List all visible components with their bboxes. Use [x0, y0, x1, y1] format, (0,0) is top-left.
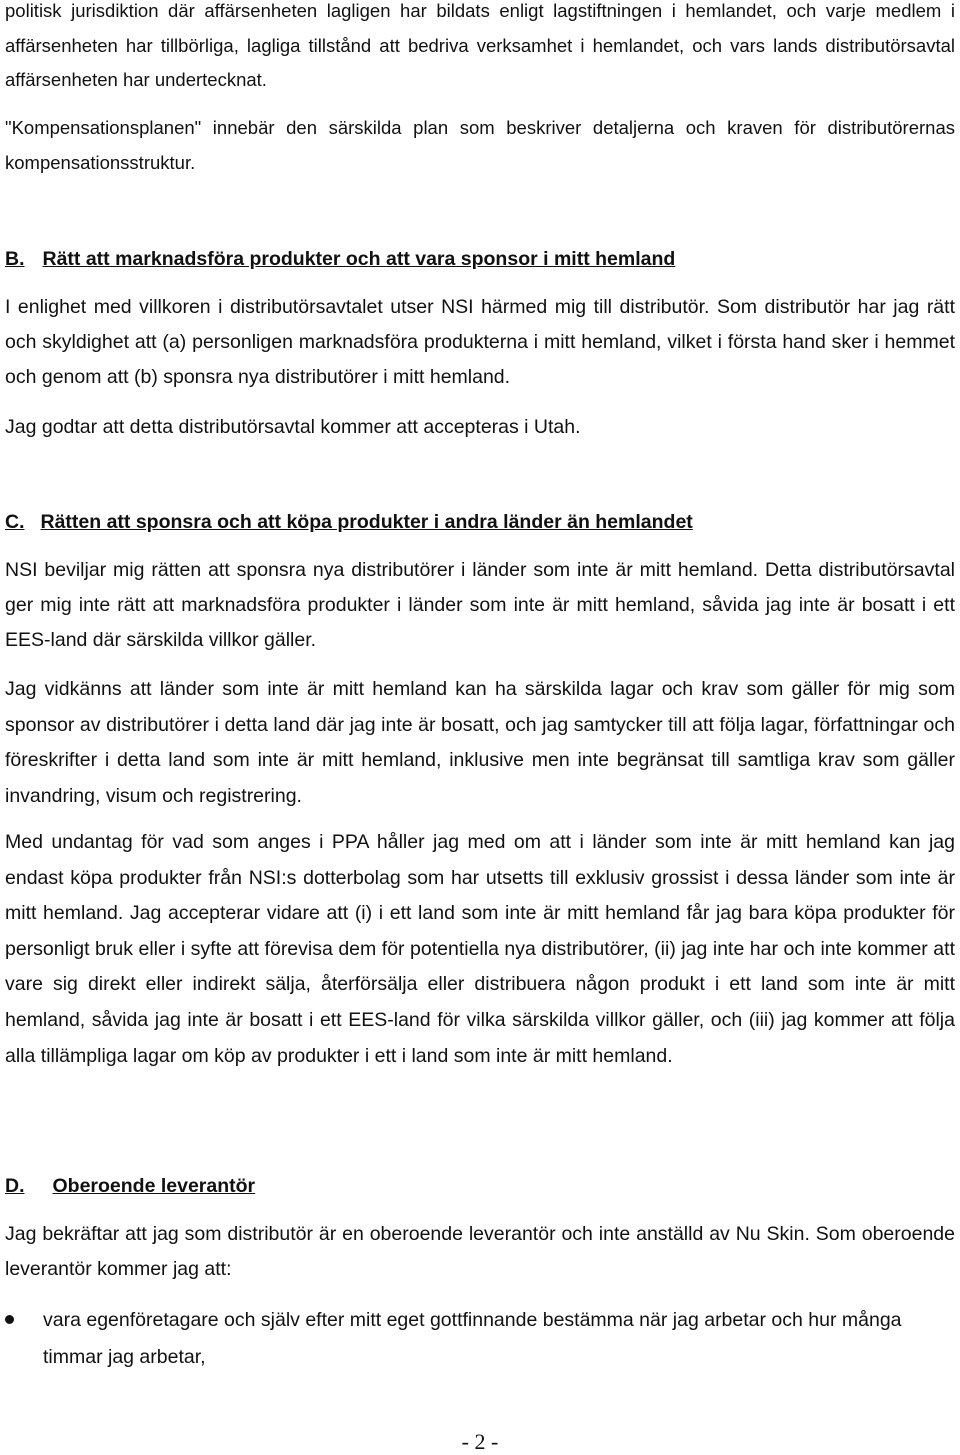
- section-c-heading: [5, 510, 955, 534]
- section-b-title: Rätt att marknadsföra produkter och att vara sponsor i mitt hemland: [42, 248, 676, 270]
- section-b-paragraph-2: Jag godtar att detta distributörsavtal kommer att accepteras i Utah.: [5, 416, 581, 438]
- section-c-title: Rätten att sponsra och att köpa produkter i andra länder än hemlandet: [40, 511, 693, 533]
- section-c-paragraph-3: Med undantag för vad som anges i PPA håller jag med om att i länder som inte är mitt hemland kan jag endast köpa produkter från NSI:s dotterbolag som har utsetts till exklusiv grossist i dessa länder som inte är mitt hemland. Jag accepterar vidare att (i) i ett land som inte är mitt hemland får jag bara köpa produkter för personligt bruk eller i syfte att förevisa dem för potentiella nya distributörer, (ii) jag inte har och inte kommer att vare sig direkt eller indirekt sälja, återförsälja eller distribuera någon produkt i ett land som inte är mitt hemland, såvida jag inte är bosatt i ett EES-land för vilka särskilda villkor gäller, och (iii) jag kommer att följa alla tillämpliga lagar om köp av produkter i ett i land som inte är mitt hemland.: [5, 831, 955, 1067]
- section-b-paragraph-1: I enlighet med villkoren i distributörsavtalet utser NSI härmed mig till distributör. Som distributör har jag rätt och skyldighet att (a) personligen marknadsföra produkterna i mitt hemland, vilket i första hand sker i hemmet och genom att (b) sponsra nya distributörer i mitt hemland.: [5, 296, 955, 388]
- section-b-heading: [5, 247, 955, 271]
- section-d-letter: D.: [5, 1175, 25, 1197]
- section-b-letter: B.: [5, 248, 25, 270]
- bullet-icon: [5, 1315, 14, 1324]
- page-number: - 2 -: [461, 1429, 499, 1454]
- section-c-paragraph-1: NSI beviljar mig rätten att sponsra nya distributörer i länder som inte är mitt hemland. Detta distributörsavtal ger mig inte rätt att marknadsföra produkter i länder som inte är mitt hemland, såvida jag inte är bosatt i ett EES-land där särskilda villkor gäller.: [5, 559, 955, 651]
- section-d-paragraph-1: Jag bekräftar att jag som distributör är en oberoende leverantör och inte anställd av Nu Skin. Som oberoende leverantör kommer jag att:: [5, 1223, 955, 1280]
- section-d-heading: [5, 1174, 955, 1198]
- list-item-text: vara egenföretagare och själv efter mitt eget gottfinnande bestämma när jag arbetar och hur många timmar jag arbetar,: [43, 1309, 902, 1368]
- section-c-letter: C.: [5, 511, 25, 533]
- section-d-title: Oberoende leverantör: [52, 1175, 256, 1197]
- section-c-paragraph-2: Jag vidkänns att länder som inte är mitt hemland kan ha särskilda lagar och krav som gäller för mig som sponsor av distributörer i detta land där jag inte är bosatt, och jag samtycker till att följa lagar, författningar och föreskrifter i detta land som inte är mitt hemland, inklusive men inte begränsat till samtliga krav som gäller invandring, visum och registrering.: [5, 678, 955, 807]
- intro-paragraph-1: politisk jurisdiktion där affärsenheten lagligen har bildats enligt lagstiftningen i hemlandet, och varje medlem i affärsenheten har tillbörliga, lagliga tillstånd att bedriva verksamhet i hemlandet, och vars lands distributörsavtal affärsenheten har undertecknat.: [5, 0, 955, 90]
- intro-paragraph-2: "Kompensationsplanen" innebär den särskilda plan som beskriver detaljerna och kraven för distributörernas kompensationsstruktur.: [5, 117, 955, 173]
